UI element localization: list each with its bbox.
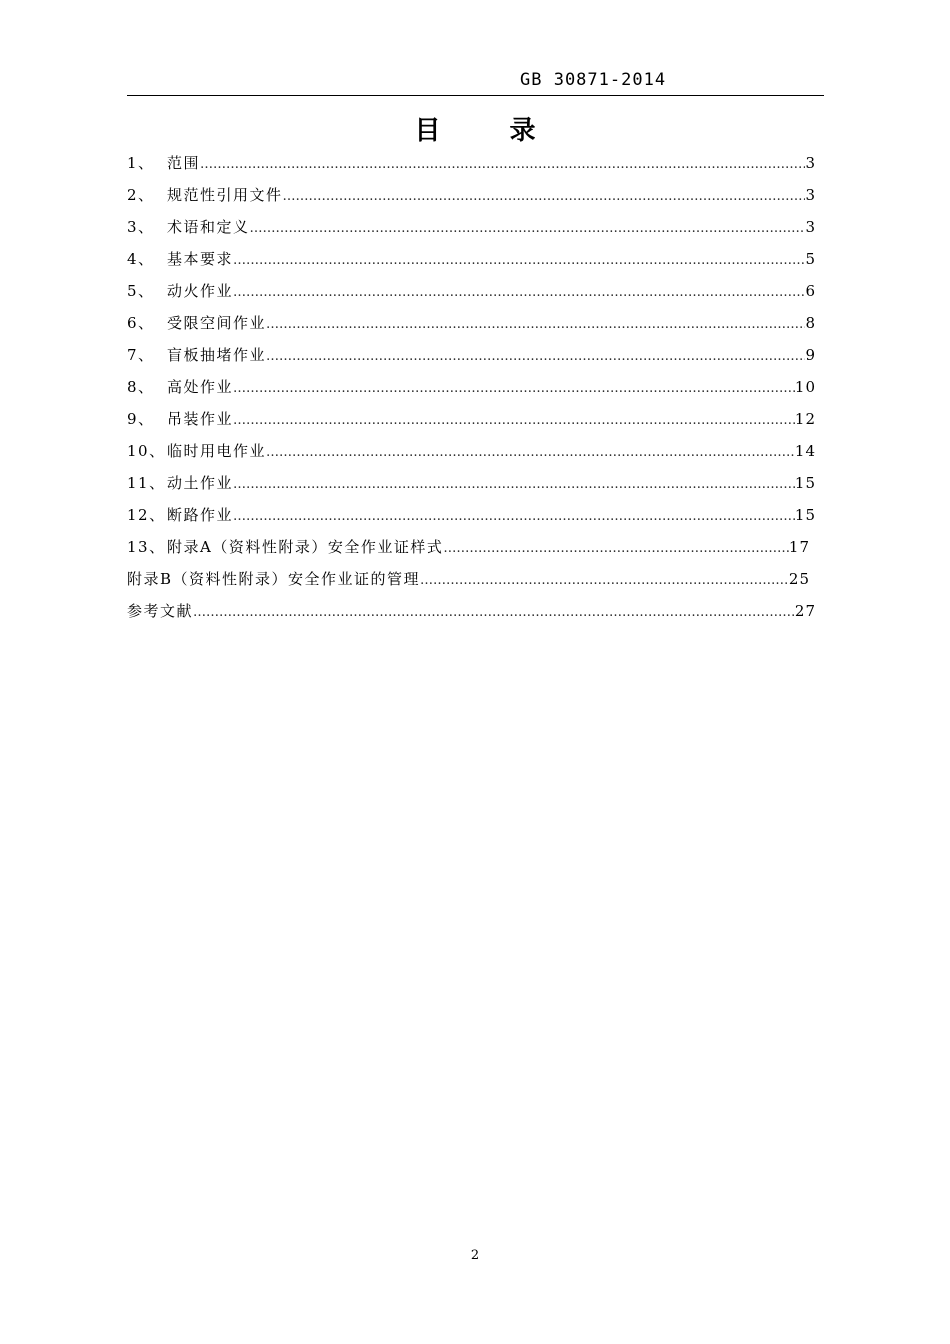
toc-entry-label: 动火作业: [167, 282, 234, 300]
toc-entry-page: 15: [794, 506, 816, 524]
toc-entry-hot-work[interactable]: [127, 275, 816, 307]
toc-entry-number: 6、: [127, 314, 155, 332]
toc-dot-leader: [266, 341, 805, 373]
toc-dot-leader: [233, 469, 795, 501]
toc-entry-label: 附录B（资料性附录）安全作业证的管理: [127, 570, 421, 588]
toc-dot-leader: [250, 213, 806, 245]
toc-dot-leader: [193, 597, 795, 629]
toc-entry-label: 动土作业: [167, 474, 234, 492]
toc-dot-leader: [233, 501, 795, 533]
toc-entry-number: 13、: [127, 538, 166, 556]
toc-entry-confined-space[interactable]: [127, 307, 816, 339]
toc-dot-leader: [200, 149, 805, 181]
toc-list: [127, 147, 827, 627]
header-rule: [127, 95, 824, 96]
toc-dot-leader: [233, 245, 805, 277]
toc-entry-label: 范围: [167, 154, 201, 172]
toc-dot-leader: [266, 437, 795, 469]
toc-dot-leader: [443, 533, 789, 565]
toc-entry-normative-references[interactable]: [127, 179, 816, 211]
toc-entry-label: 临时用电作业: [167, 442, 267, 460]
page-header-code: GB 30871-2014: [520, 70, 667, 90]
toc-entry-page: 9: [805, 346, 816, 364]
toc-entry-page: 15: [794, 474, 816, 492]
toc-entry-number: 10、: [127, 442, 166, 460]
toc-entry-appendix-a[interactable]: [127, 531, 810, 563]
toc-entry-label: 参考文献: [127, 602, 194, 620]
toc-entry-number: 3、: [127, 218, 155, 236]
toc-entry-excavation[interactable]: [127, 467, 816, 499]
toc-entry-page: 27: [794, 602, 816, 620]
toc-entry-page: 6: [805, 282, 816, 300]
toc-dot-leader: [233, 373, 795, 405]
toc-entry-label: 规范性引用文件: [167, 186, 283, 204]
toc-dot-leader: [283, 181, 806, 213]
toc-entry-page: 17: [788, 538, 810, 556]
toc-entry-temporary-electricity[interactable]: [127, 435, 816, 467]
toc-entry-label: 盲板抽堵作业: [167, 346, 267, 364]
toc-entry-page: 3: [805, 154, 816, 172]
page-number: 2: [470, 1248, 480, 1263]
toc-entry-bibliography[interactable]: [127, 595, 816, 627]
toc-dot-leader: [420, 565, 789, 597]
toc-entry-label: 基本要求: [167, 250, 234, 268]
toc-entry-blinding[interactable]: [127, 339, 816, 371]
toc-entry-label: 吊装作业: [167, 410, 234, 428]
toc-entry-number: 9、: [127, 410, 155, 428]
toc-entry-page: 3: [805, 218, 816, 236]
toc-entry-number: 12、: [127, 506, 166, 524]
toc-entry-label: 高处作业: [167, 378, 234, 396]
toc-entry-page: 5: [805, 250, 816, 268]
toc-entry-page: 14: [794, 442, 816, 460]
toc-entry-label: 断路作业: [167, 506, 234, 524]
toc-entry-page: 3: [805, 186, 816, 204]
toc-entry-work-at-height[interactable]: [127, 371, 816, 403]
toc-entry-number: 8、: [127, 378, 155, 396]
toc-entry-number: 7、: [127, 346, 155, 364]
toc-entry-terms[interactable]: [127, 211, 816, 243]
toc-entry-number: 4、: [127, 250, 155, 268]
toc-entry-label: 附录A（资料性附录）安全作业证样式: [167, 538, 444, 556]
toc-title: 目 录: [414, 116, 566, 146]
toc-dot-leader: [266, 309, 805, 341]
toc-entry-number: 11、: [127, 474, 166, 492]
toc-entry-number: 2、: [127, 186, 155, 204]
toc-entry-label: 受限空间作业: [167, 314, 267, 332]
toc-entry-basic-requirements[interactable]: [127, 243, 816, 275]
toc-entry-number: 5、: [127, 282, 155, 300]
toc-entry-page: 12: [794, 410, 816, 428]
toc-entry-page: 25: [788, 570, 810, 588]
toc-entry-road-closure[interactable]: [127, 499, 816, 531]
toc-entry-appendix-b[interactable]: [127, 563, 810, 595]
toc-entry-page: 10: [794, 378, 816, 396]
toc-entry-number: 1、: [127, 154, 155, 172]
toc-entry-scope[interactable]: [127, 147, 816, 179]
toc-entry-lifting[interactable]: [127, 403, 816, 435]
toc-entry-page: 8: [805, 314, 816, 332]
toc-entry-label: 术语和定义: [167, 218, 250, 236]
toc-dot-leader: [233, 405, 795, 437]
toc-dot-leader: [233, 277, 805, 309]
